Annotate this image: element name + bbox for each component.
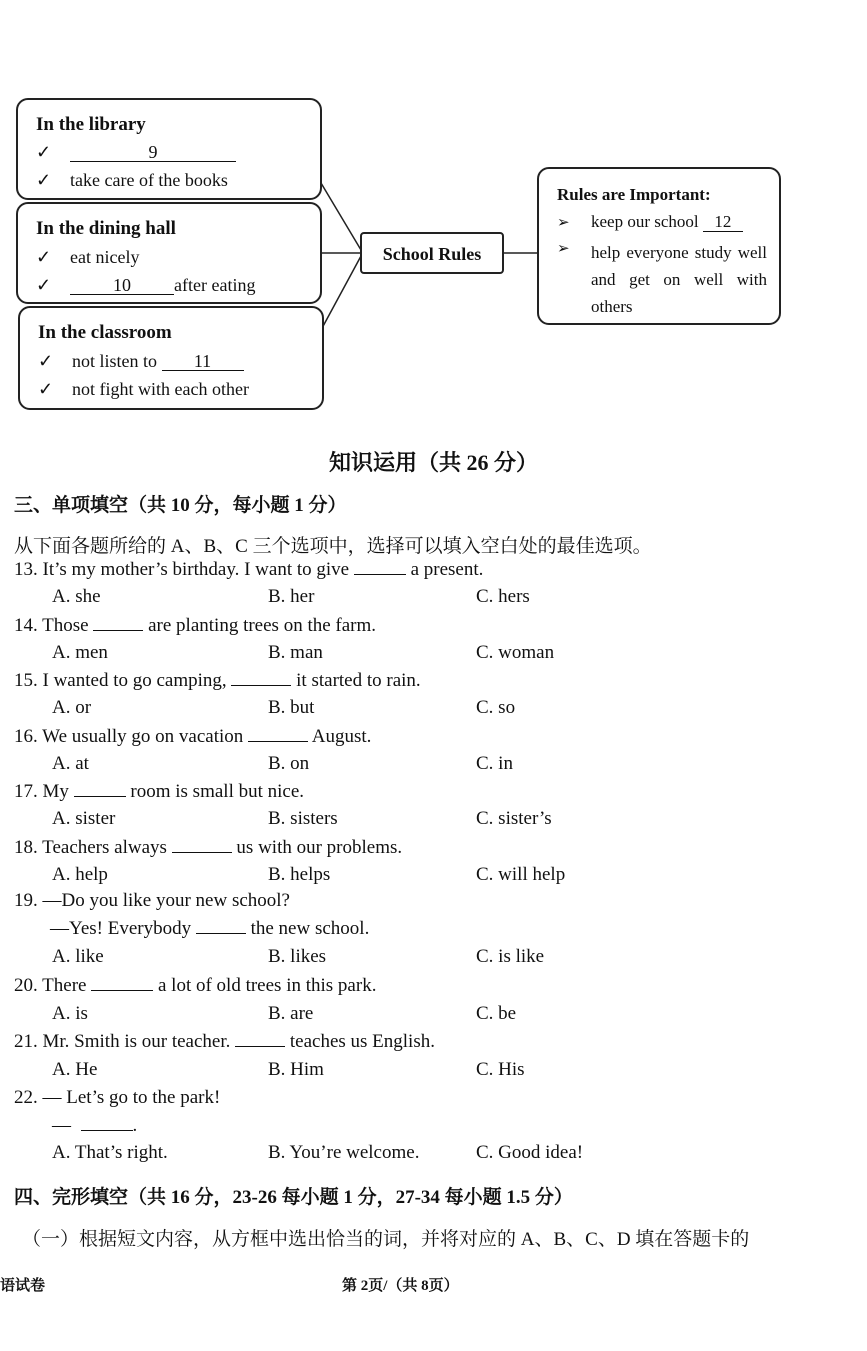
question-number: 19.: [14, 890, 38, 911]
arrow-bullet-icon: ➢: [557, 215, 570, 231]
question-number: 13.: [14, 559, 38, 580]
answer-blank: [235, 1046, 285, 1047]
classroom-item-2: [38, 379, 249, 400]
answer-blank: [91, 990, 153, 991]
question-number: 16.: [14, 726, 38, 747]
question-text: I wanted to go camping,: [42, 670, 227, 691]
question-text: Teachers always: [42, 837, 167, 858]
option-b: B. You’re welcome.: [268, 1142, 420, 1163]
answer-blank: [93, 630, 143, 631]
section-title: 知识运用（共 26 分）: [328, 450, 538, 475]
question-21: [14, 1031, 435, 1053]
check-icon: ✓: [36, 247, 52, 267]
question-16: [14, 726, 371, 748]
option-a: A. at: [52, 753, 89, 774]
question-14: [14, 615, 376, 637]
question-18: [14, 837, 402, 859]
option-a: A. men: [52, 642, 108, 663]
question-text: There: [42, 975, 87, 996]
question-22: [14, 1087, 220, 1109]
question-15: [14, 670, 421, 692]
question-number: 21.: [14, 1031, 38, 1052]
option-c: C. will help: [476, 864, 566, 885]
library-title: In the library: [36, 114, 146, 135]
classroom-title: In the classroom: [38, 322, 172, 343]
rules-item-2-text: help everyone study well and get on well with others: [591, 243, 767, 316]
option-a: A. He: [52, 1059, 98, 1080]
option-a: A. help: [52, 864, 108, 885]
answer-blank: [81, 1130, 133, 1131]
answer-blank: [354, 574, 406, 575]
answer-blank: [74, 796, 126, 797]
option-c: C. be: [476, 1003, 517, 1024]
question-19-line2: [50, 918, 369, 940]
option-c: C. in: [476, 753, 513, 774]
question-number: 22.: [14, 1087, 38, 1108]
question-text: —Do you like your new school?: [42, 890, 290, 911]
question-text: room is small but nice.: [130, 781, 305, 802]
dining-title: In the dining hall: [36, 218, 176, 239]
question-number: 17.: [14, 781, 38, 802]
question-22-line2: [52, 1115, 137, 1137]
question-19: [14, 890, 290, 912]
rules-title: Rules are Important:: [557, 185, 711, 204]
part3-instruction: 从下面各题所给的 A、B、C 三个选项中，选择可以填入空白处的最佳选项。: [14, 536, 652, 557]
question-text: We usually go on vacation: [42, 726, 244, 747]
option-a: A. she: [52, 586, 101, 607]
question-text: —Yes! Everybody: [50, 918, 192, 939]
question-text: It’s my mother’s birthday. I want to give: [42, 559, 350, 580]
option-c: C. is like: [476, 946, 545, 967]
option-c: C. woman: [476, 642, 555, 663]
part4-heading: 四、完形填空（共 16 分，23-26 每小题 1 分，27-34 每小题 1.5 分）: [14, 1187, 573, 1208]
question-text: us with our problems.: [236, 837, 403, 858]
question-text: Mr. Smith is our teacher.: [42, 1031, 231, 1052]
rules-important-box: [537, 167, 781, 325]
classroom-item-2-text: not fight with each other: [72, 379, 249, 399]
library-item-2: [36, 170, 228, 191]
library-box: [16, 98, 322, 200]
question-number: 14.: [14, 615, 38, 636]
classroom-item-1: [38, 351, 244, 372]
question-text: August.: [311, 726, 372, 747]
check-icon: ✓: [36, 170, 52, 190]
option-a: A. or: [52, 697, 92, 718]
school-rules-label: School Rules: [382, 244, 482, 264]
option-b: B. sisters: [268, 808, 338, 829]
blank-9: 9: [70, 143, 236, 162]
question-17: [14, 781, 304, 803]
question-number: 15.: [14, 670, 38, 691]
option-c: C. sister’s: [476, 808, 552, 829]
option-c: C. His: [476, 1059, 525, 1080]
option-a: A. is: [52, 1003, 88, 1024]
dining-item-2-text: after eating: [174, 275, 256, 295]
question-text: a lot of old trees in this park.: [157, 975, 377, 996]
question-text: — Let’s go to the park!: [42, 1087, 221, 1108]
option-b: B. helps: [268, 864, 331, 885]
option-a: A. sister: [52, 808, 116, 829]
question-text: .: [132, 1115, 138, 1136]
option-c: C. hers: [476, 586, 530, 607]
option-b: B. on: [268, 753, 310, 774]
page-number: 第 2页/（共 8页）: [342, 1278, 459, 1294]
dining-item-2: [36, 275, 255, 296]
question-text: teaches us English.: [289, 1031, 435, 1052]
dining-item-1-text: eat nicely: [70, 247, 140, 267]
question-text: a present.: [410, 559, 484, 580]
question-text: it started to rain.: [296, 670, 421, 691]
footer-left: 语试卷: [0, 1278, 46, 1294]
library-item-2-text: take care of the books: [70, 170, 228, 190]
library-item-1: [36, 142, 236, 163]
answer-blank: [196, 933, 246, 934]
check-icon: ✓: [38, 351, 54, 371]
question-20: [14, 975, 376, 997]
option-b: B. but: [268, 697, 315, 718]
dining-box: [16, 202, 322, 304]
question-text: My: [42, 781, 69, 802]
school-rules-box: [360, 232, 504, 274]
rules-item-1: [557, 212, 743, 232]
part3-heading: 三、单项填空（共 10 分，每小题 1 分）: [14, 495, 347, 516]
classroom-box: [18, 306, 324, 410]
answer-blank: [231, 685, 291, 686]
option-c: C. so: [476, 697, 516, 718]
question-text: —: [52, 1115, 71, 1136]
answer-blank: [172, 852, 232, 853]
dining-item-1: [36, 247, 139, 268]
check-icon: ✓: [38, 379, 54, 399]
check-icon: ✓: [36, 275, 52, 295]
classroom-item-1-text: not listen to: [72, 351, 157, 371]
question-text: are planting trees on the farm.: [148, 615, 377, 636]
answer-blank: [248, 741, 308, 742]
part4-instruction: （一）根据短文内容，从方框中选出恰当的词，并将对应的 A、B、C、D 填在答题卡的: [22, 1229, 750, 1250]
check-icon: ✓: [36, 142, 52, 162]
blank-12: 12: [703, 213, 743, 232]
option-b: B. her: [268, 586, 315, 607]
question-number: 20.: [14, 975, 38, 996]
rules-item-1-text: keep our school: [591, 212, 699, 231]
option-a: A. That’s right.: [52, 1142, 168, 1163]
option-b: B. man: [268, 642, 323, 663]
option-b: B. likes: [268, 946, 327, 967]
option-a: A. like: [52, 946, 104, 967]
blank-11: 11: [162, 352, 244, 371]
question-13: [14, 559, 483, 581]
option-c: C. Good idea!: [476, 1142, 584, 1163]
question-text: the new school.: [250, 918, 370, 939]
question-number: 18.: [14, 837, 38, 858]
blank-10: 10: [70, 276, 174, 295]
option-b: B. Him: [268, 1059, 324, 1080]
option-b: B. are: [268, 1003, 314, 1024]
question-text: Those: [42, 615, 89, 636]
arrow-bullet-icon: ➢: [557, 241, 570, 257]
